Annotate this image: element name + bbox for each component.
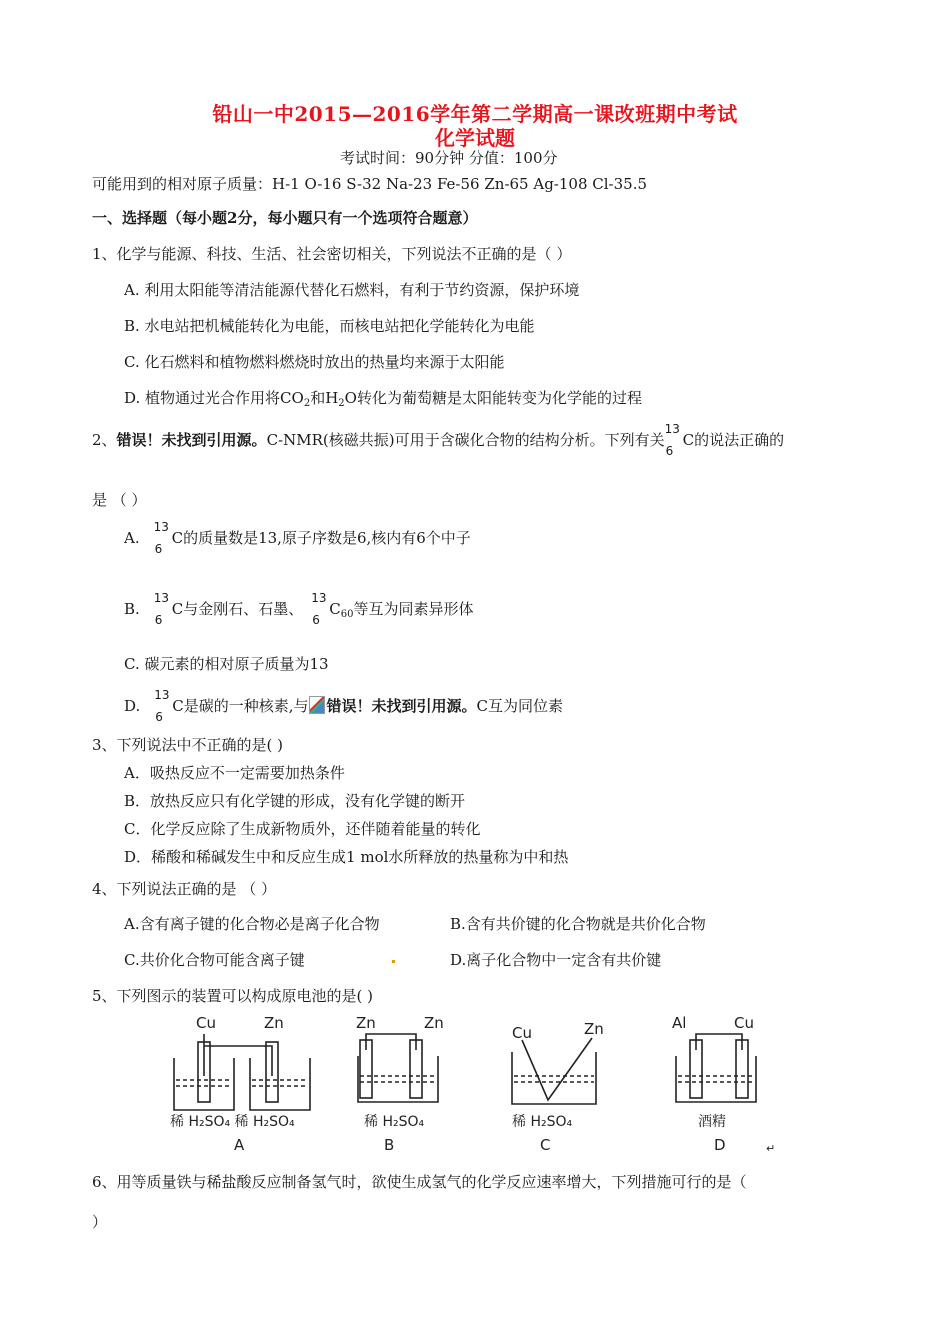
apparatus-b bbox=[358, 1034, 438, 1102]
q1-d-sub-2: 2 bbox=[338, 398, 345, 409]
q2-d-text-2: C互为同位素 bbox=[476, 697, 564, 715]
q3-option-b: B．放热反应只有化学键的形成，没有化学键的断开 bbox=[124, 792, 466, 810]
q2-b-label: B. bbox=[124, 600, 140, 618]
q4-option-a: A.含有离子键的化合物必是离子化合物 bbox=[124, 915, 380, 933]
q2-d-text-1: C是碳的一种核素,与 bbox=[172, 697, 309, 715]
q1-option-b: B. 水电站把机械能转化为电能，而核电站把化学能转化为电能 bbox=[124, 317, 535, 335]
q2-option-b bbox=[124, 591, 474, 627]
exam-info: 考试时间：90分钟 分值：100分 bbox=[340, 149, 558, 167]
q6-stem-line2: ） bbox=[92, 1213, 108, 1231]
carbon-13-isotope: 13 6 bbox=[154, 688, 170, 724]
return-mark: ↵ bbox=[766, 1142, 776, 1155]
metal-label: Zn bbox=[584, 1020, 604, 1038]
solution-label: 稀 H₂SO₄ bbox=[364, 1114, 425, 1130]
q3-option-a: A．吸热反应不一定需要加热条件 bbox=[124, 764, 345, 782]
metal-label: Zn bbox=[424, 1014, 444, 1032]
q2-option-c: C. 碳元素的相对原子质量为13 bbox=[124, 655, 329, 673]
q2-b-text-1: C与金刚石、石墨、 bbox=[171, 600, 304, 618]
metal-label: Cu bbox=[196, 1014, 216, 1032]
apparatus-d bbox=[676, 1034, 756, 1102]
solution-label: 酒精 bbox=[698, 1114, 726, 1130]
q1-d-text-1: D. 植物通过光合作用将CO bbox=[124, 389, 304, 407]
q2-b-text-2: 等互为同素异形体 bbox=[353, 600, 474, 618]
metal-label: Zn bbox=[264, 1014, 284, 1032]
q2-stem-line2: 是 （ ） bbox=[92, 491, 147, 509]
q2-d-label: D. bbox=[124, 697, 141, 715]
q4-option-c: C.共价化合物可能含离子键 bbox=[124, 951, 305, 969]
q2-error-ref: 错误！未找到引用源。 bbox=[116, 431, 267, 449]
q1-d-text-3: O转化为葡萄糖是太阳能转变为化学能的过程 bbox=[344, 389, 642, 407]
solution-label: 稀 H₂SO₄ bbox=[512, 1114, 573, 1130]
q1-d-sub-1: 2 bbox=[303, 398, 311, 409]
carbon-13-isotope: 13 6 bbox=[153, 591, 170, 627]
q5-stem: 5、下列图示的装置可以构成原电池的是( ) bbox=[92, 987, 374, 1005]
exam-subtitle: 化学试题 bbox=[435, 126, 515, 150]
q2-b-c60-sub: 60 bbox=[340, 609, 354, 620]
apparatus-label: D bbox=[714, 1136, 726, 1154]
broken-image-icon bbox=[309, 696, 325, 714]
q2-option-a bbox=[124, 520, 471, 556]
apparatus-label: A bbox=[234, 1136, 245, 1154]
carbon-13-isotope: 13 6 bbox=[311, 591, 327, 627]
apparatus-a bbox=[174, 1034, 310, 1110]
q4-stem: 4、下列说法正确的是 （ ） bbox=[92, 880, 277, 898]
carbon-13-isotope: 13 6 bbox=[153, 520, 169, 556]
carbon-13-isotope: 13 6 bbox=[664, 422, 680, 458]
q4-option-d: D.离子化合物中一定含有共价键 bbox=[450, 951, 662, 969]
q4-option-b: B.含有共价键的化合物就是共价化合物 bbox=[450, 915, 706, 933]
apparatus-c bbox=[512, 1038, 596, 1104]
exam-title: 铅山一中2015—2016学年第二学期高一课改班期中考试 bbox=[212, 102, 738, 126]
q2-d-error-ref: 错误！未找到引用源。 bbox=[326, 697, 477, 715]
metal-label: Al bbox=[672, 1014, 687, 1032]
section-heading: 一、选择题（每小题2分，每小题只有一个选项符合题意） bbox=[92, 209, 478, 227]
q6-stem: 6、用等质量铁与稀盐酸反应制备氢气时，欲使生成氢气的化学反应速率增大，下列措施可行的是（ bbox=[92, 1173, 747, 1191]
q1-option-d bbox=[124, 388, 642, 414]
q2-stem-text: C-NMR(核磁共振)可用于含碳化合物的结构分析。下列有关 bbox=[266, 431, 665, 449]
atomic-masses: 可能用到的相对原子质量：H-1 O-16 S-32 Na-23 Fe-56 Zn-65 Ag-108 Cl-35.5 bbox=[92, 175, 648, 193]
q3-option-c: C．化学反应除了生成新物质外，还伴随着能量的转化 bbox=[124, 820, 481, 838]
q2-a-label: A. bbox=[124, 529, 140, 547]
stray-dot bbox=[392, 960, 395, 963]
q2-a-text: C的质量数是13,原子序数是6,核内有6个中子 bbox=[171, 529, 471, 547]
q2-stem bbox=[92, 422, 785, 458]
solution-label: 稀 H₂SO₄ 稀 H₂SO₄ bbox=[170, 1114, 295, 1130]
q2-stem-end: C的说法正确的 bbox=[682, 431, 785, 449]
q2-number: 2、 bbox=[92, 431, 117, 449]
q1-stem: 1、化学与能源、科技、生活、社会密切相关，下列说法不正确的是（ ） bbox=[92, 245, 572, 263]
q1-option-c: C. 化石燃料和植物燃料燃烧时放出的热量均来源于太阳能 bbox=[124, 353, 505, 371]
q3-option-d: D．稀酸和稀碱发生中和反应生成1 mol水所释放的热量称为中和热 bbox=[124, 848, 569, 866]
q3-stem: 3、下列说法中不正确的是( ) bbox=[92, 736, 284, 754]
galvanic-cell-figure bbox=[160, 1010, 800, 1160]
metal-label: Zn bbox=[356, 1014, 376, 1032]
apparatus-label: C bbox=[540, 1136, 551, 1154]
metal-label: Cu bbox=[512, 1024, 532, 1042]
q1-d-text-2: 和H bbox=[310, 389, 339, 407]
q2-b-c60: C bbox=[329, 600, 341, 618]
metal-label: Cu bbox=[734, 1014, 754, 1032]
q1-option-a: A. 利用太阳能等清洁能源代替化石燃料，有利于节约资源，保护环境 bbox=[124, 281, 580, 299]
apparatus-label: B bbox=[384, 1136, 395, 1154]
q2-option-d bbox=[124, 688, 564, 724]
